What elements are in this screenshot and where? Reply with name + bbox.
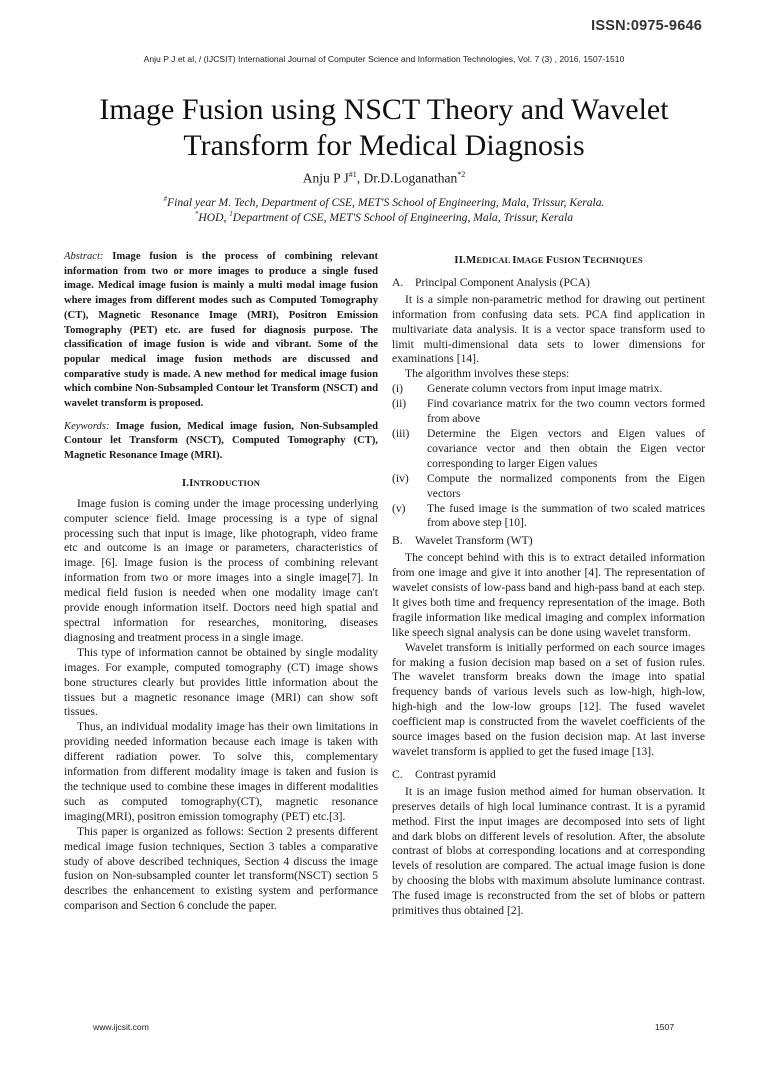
section-heading-techniques: [392, 253, 705, 268]
heading-rest: NTRODUCTION: [193, 477, 261, 488]
heading-initial: F: [545, 254, 553, 266]
step-text: Compute the normalized components from the Eigen vectors: [427, 471, 705, 500]
subsection-letter: A.: [392, 275, 404, 289]
affiliation-2-text: Department of CSE, MET'S School of Engineering, Mala, Trissur, Kerala: [232, 210, 574, 224]
intro-paragraph-4: This paper is organized as follows: Section 2 presents different medical image fusion techniques, Section 3 tables a comparative study of above described techniques, Section 4 discuss the image fusion on Non-subsampled counter let transform(NSCT) section 5 describes the enhancement to existing system and performance comparison and Section 6 conclude the paper.: [64, 824, 378, 913]
wavelet-paragraph-1: The concept behind with this is to extract detailed information from one image and give it into another [4]. The representation of wavelet consists of low-pass band and high-pass band at each step. It gives both time and frequency representation of the image. Both fragile information like medical imaging and complex information like speech signal analysis can be done using wavelet transform.: [392, 551, 705, 639]
wavelet-paragraph-2: Wavelet transform is initially performed on each source images for making a fusion decision map based on a set of fusion rules. The wavelet transform breaks down the image into spatial frequency bands of various levels such as low-high, high-low, high-high and the low-low groups [12]. The fused wavelet coefficient map is constructed from the wavelet coefficients of the source images based on the fusion decision map. At last inverse wavelet transform is applied to get the fused image [13].: [392, 640, 705, 758]
affiliation-1-text: Final year M. Tech, Department of CSE, MET'S School of Engineering, Mala, Trissur, Kerala.: [167, 195, 605, 209]
right-column: [392, 253, 705, 919]
left-column: [64, 250, 378, 914]
title-line-1: Image Fusion using NSCT Theory and Wavelet: [99, 93, 669, 126]
affiliation-2-marker: *: [194, 210, 199, 218]
abstract-label: Abstract:: [64, 251, 104, 262]
step-text: Generate column vectors from input image matrix.: [427, 382, 663, 396]
section-number: I.: [181, 476, 190, 489]
keywords-label: Keywords:: [64, 420, 110, 432]
subsection-title: Contrast pyramid: [415, 767, 496, 781]
heading-rest: EDICAL: [476, 255, 513, 265]
subsection-heading-pca: [392, 276, 705, 291]
subsection-letter: C.: [392, 767, 403, 781]
running-head: Anju P J et al, / (IJCSIT) International Journal of Computer Science and Information Technologies, Vol. 7 (3) , 2016, 1507-1510: [143, 54, 625, 64]
author-1-marker: #1: [348, 170, 357, 179]
abstract: [64, 250, 378, 412]
footer-website: www.ijcsit.com: [93, 1022, 149, 1032]
step-number: (v): [392, 501, 406, 515]
step-number: (iv): [392, 471, 409, 485]
author-line: [0, 170, 768, 187]
step-text: Determine the Eigen vectors and Eigen values of covariance vector and then obtain the Eigen vector corresponding to larger Eigen values: [427, 426, 705, 470]
pca-step: [392, 472, 705, 502]
pca-paragraph: It is a simple non-parametric method for drawing out pertinent information from confusing data sets. PCA find application in multivariate data analysis. It is a vector space transform used to limit multi-dimensional data sets to lower dimensions for examinations [14].: [392, 292, 705, 366]
keywords: [64, 420, 378, 464]
title-line-2: Transform for Medical Diagnosis: [183, 129, 585, 162]
affiliation-1-marker: #: [163, 195, 168, 203]
author-2-marker: *2: [457, 170, 466, 179]
step-text: The fused image is the summation of two scaled matrices from above step [10].: [427, 501, 705, 530]
heading-initial: I: [512, 254, 517, 266]
pca-steps-intro: The algorithm involves these steps:: [405, 367, 570, 381]
author-1: Anju P J: [302, 170, 349, 186]
heading-initial: I: [189, 476, 194, 489]
pca-step: [392, 397, 705, 427]
section-number: II.: [454, 254, 466, 266]
affiliation-1: [0, 195, 768, 209]
affiliation-2-index: 1: [229, 210, 233, 218]
footer-page-number: 1507: [655, 1022, 675, 1032]
heading-rest: MAGE: [516, 255, 546, 265]
author-2: Dr.D.Loganathan: [363, 170, 458, 186]
step-text: Find covariance matrix for the two coumn vectors formed from above: [427, 397, 705, 426]
heading-rest: ECHNIQUES: [590, 255, 643, 265]
contrast-paragraph: It is an image fusion method aimed for human observation. It preserves details of high local luminance contrast. It is a pyramid method. First the input images are decomposed into sets of light and dark blobs on different levels of resolution. After, the absolute contrast of blobs at corresponding locations and at corresponding levels of resolution are compared. The actual image fusion is done by choosing the blobs with maximum absolute luminance contrast. The fused image is reconstructed from the set of blobs or pattern primitives thus obtained [2].: [392, 784, 705, 918]
keywords-text: Image fusion, Medical image fusion, Non-Subsampled Contour let Transform (NSCT), Computed Tomography (CT), Magnetic Resonance Image (MRI).: [64, 420, 378, 462]
intro-paragraph-1: Image fusion is coming under the image processing underlying computer science field. Image processing is a type of signal processing such that input is image, like photograph, video frame etc and outcome is an image or parameters, characteristics of image. [6]. Image fusion is the process of combining relevant information from two or more images into a single image[7]. In medical field fusion is needed when one modality image can't provide enough information itself. Doctors need high spatial and spectral information for researches, monitoring, diseases diagnosing and treatment process in a single image.: [64, 496, 378, 644]
subsection-heading-contrast-pyramid: [392, 768, 705, 783]
heading-initial: T: [582, 254, 591, 266]
intro-paragraph-3: Thus, an individual modality image has their own limitations in providing needed information because each image is taken with different radiation power. To solve this, complementary information from different modality image is taken and fusion is the technique used to combine these images in different modalities such as computed tomography(CT), magnetic resonance imaging(MRI), positron emission tomography (PET) etc.[3].: [64, 720, 378, 823]
affiliation-2: [0, 210, 768, 224]
pca-step: [392, 502, 705, 532]
affiliation-2-role: HOD,: [198, 210, 230, 224]
issn-label: ISSN:0975-9646: [591, 18, 702, 34]
heading-initial: M: [465, 254, 477, 266]
step-number: (ii): [392, 397, 407, 411]
pca-step: [392, 427, 705, 472]
author-separator: ,: [356, 170, 364, 186]
heading-rest: USION: [552, 255, 583, 265]
pca-step: [392, 382, 705, 397]
paper-title: [40, 92, 728, 164]
abstract-text: Image fusion is the process of combining relevant information from two or more images to produce a single fused image. Medical image fusion is mainly a multi modal image fusion where images from different modes such as Computed Tomography (CT), Magnetic Resonance Image (MRI), Positron Emission Tomography (PET) etc. are fused for diagnosis purpose. The classification of image fusion is wide and vibrant. Some of the popular medical image fusion methods are discussed and comparative study is made. A new method for medical image fusion which combine Non-Subsampled Contour let Transform (NSCT) and wavelet transform is proposed.: [64, 251, 378, 410]
step-number: (iii): [392, 426, 410, 440]
subsection-heading-wavelet: [392, 534, 705, 549]
subsection-letter: B.: [392, 534, 403, 548]
step-number: (i): [392, 382, 403, 396]
intro-paragraph-2: This type of information cannot be obtained by single modality images. For example, computed tomography (CT) image shows bone structures clearly but provides little information about the tissues but a magnetic resonance image (MRI) can show soft tissues.: [64, 645, 378, 719]
subsection-title: Principal Component Analysis (PCA): [415, 275, 590, 289]
section-heading-introduction: [64, 476, 378, 491]
subsection-title: Wavelet Transform (WT): [415, 534, 533, 548]
